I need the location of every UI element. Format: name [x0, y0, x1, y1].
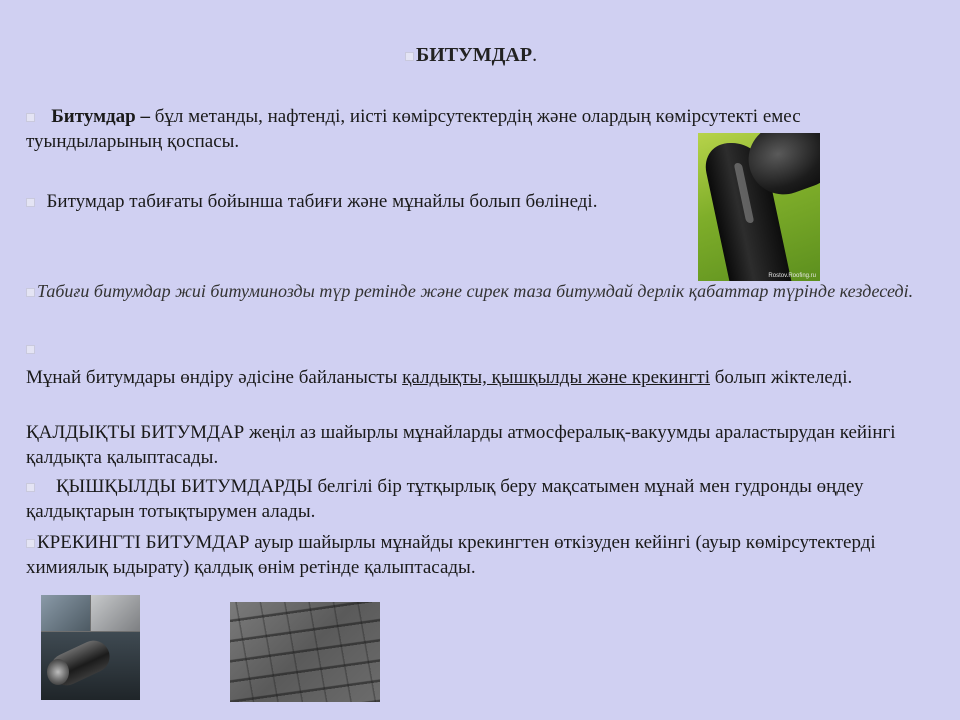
cracking-text: КРЕКИНГТІ БИТУМДАР ауыр шайырлы мұнайды крекингтен өткізуден кейінгі (ауыр көмірсутектерді химиялық ыдырату) қалдық өнім ретінде қалыптасады.	[26, 532, 876, 578]
natural-bitumen-text: Табиғи битумдар жиі битуминозды түр ретінде және сирек таза битумдай дерлік қабаттар түрінде кездеседі.	[37, 281, 914, 301]
petroleum-types: қалдықты, қышқылды және крекингті	[402, 367, 710, 388]
bitumen-pour-image	[698, 133, 820, 281]
petroleum-tail: болып жіктеледі.	[709, 367, 853, 388]
paragraph-natural-bitumen	[26, 279, 926, 304]
definition-term: Битумдар –	[51, 106, 150, 127]
roll-end	[47, 659, 69, 685]
bullet-icon	[26, 113, 35, 122]
bullet-icon	[26, 198, 35, 207]
paragraph-acid-bitumen	[26, 474, 926, 524]
classification-text: Битумдар табиғаты бойынша табиғи және мұнайлы болып бөлінеді.	[46, 191, 598, 212]
title-text: БИТУМДАР	[416, 44, 533, 66]
petroleum-text: Мұнай битумдары өндіру әдісіне байланысты	[26, 367, 403, 388]
bullet-icon	[26, 539, 35, 548]
acid-text: ҚЫШҚЫЛДЫ БИТУМДАРДЫ белгілі бір тұтқырлық беру мақсатымен мұнай мен гудронды өңдеу қалдықтарын тотықтырумен алады.	[26, 476, 864, 522]
residual-text: ҚАЛДЫҚТЫ БИТУМДАР жеңіл аз шайырлы мұнайларды атмосфералық-вакуумды араластырудан кейінгі қалдықта қалыптасады.	[26, 422, 896, 468]
q2	[91, 595, 140, 631]
slide-title	[405, 44, 537, 67]
paragraph-cracking-bitumen	[26, 530, 926, 580]
definition-text: бұл метанды, нафтенді, иісті көмірсутектердің және олардың көмірсутекті емес туындыларының қоспасы.	[26, 106, 801, 152]
paragraph-classification	[26, 189, 597, 214]
bullet-icon	[26, 345, 35, 354]
bullet-icon	[26, 483, 35, 492]
paragraph-residual-bitumen	[26, 420, 906, 470]
roof-shingle-image	[230, 602, 380, 702]
image-watermark: Rostov.Roofing.ru	[768, 273, 816, 279]
q1	[41, 595, 90, 631]
bullet-icon	[405, 52, 414, 61]
bullet-icon	[26, 288, 35, 297]
paragraph-petroleum-bitumen	[26, 365, 906, 390]
paragraph-empty-bullet	[26, 336, 37, 361]
title-suffix: .	[532, 44, 538, 66]
roofing-roll-image	[41, 595, 140, 700]
